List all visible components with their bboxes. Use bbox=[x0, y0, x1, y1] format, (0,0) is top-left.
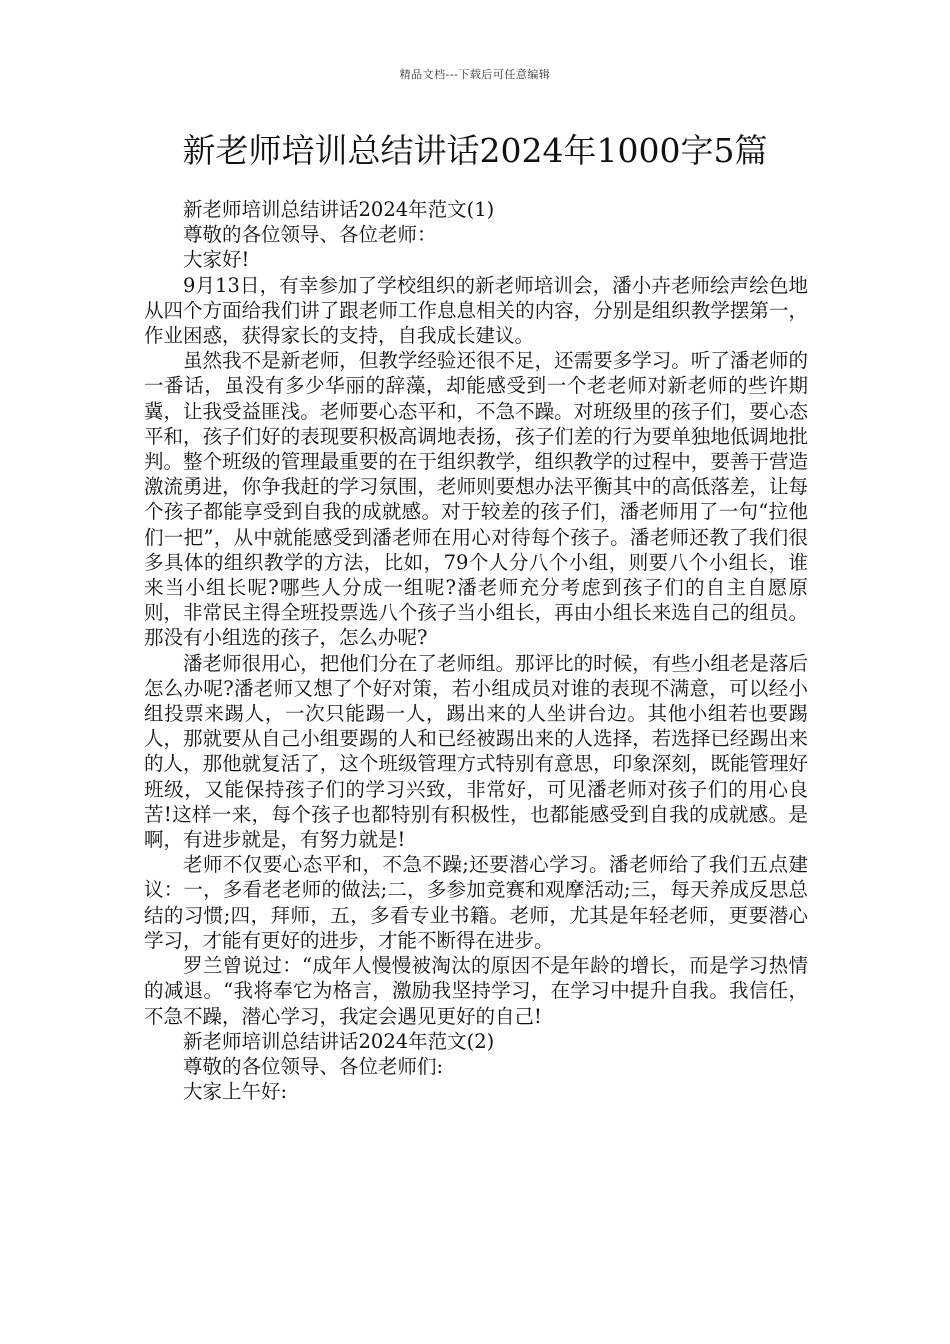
document-body bbox=[144, 197, 808, 1104]
salutation: 尊敬的各位领导、各位老师： bbox=[183, 223, 437, 247]
body-paragraph: 虽然我不是新老师，但教学经验还很不足，还需要多学习。听了潘老师的一番话，虽没有多少华丽的辞藻，却能感受到一个老老师对新老师的些许期冀，让我受益匪浅。老师要心态平和，不急不躁。对班级里的孩子们，要心态平和，孩子们好的表现要积极高调地表扬，孩子们差的行为要单独地低调地批判。整个班级的管理最重要的在于组织教学，组织教学的过程中，要善于营造激流勇进，你争我赶的学习氛围，老师则要想办法平衡其中的高低落差，让每个孩子都能享受到自我的成就感。对于较差的孩子们，潘老师用了一句“拉他们一把”，从中就能感受到潘老师在用心对待每个孩子。潘老师还教了我们很多具体的组织教学的方法，比如，79个人分八个小组，则要八个小组长，谁来当小组长呢?哪些人分成一组呢?潘老师充分考虑到孩子们的自主自愿原则，非常民主得全班投票选八个孩子当小组长，再由小组长来选自己的组员。那没有小组选的孩子，怎么办呢? bbox=[144, 349, 808, 650]
section-heading-1: 新老师培训总结讲话2024年范文(1) bbox=[183, 198, 495, 221]
greeting: 大家好! bbox=[183, 248, 250, 272]
body-paragraph: 9月13日，有幸参加了学校组织的新老师培训会，潘小卉老师绘声绘色地从四个方面给我们讲了跟老师工作息息相关的内容，分别是组织教学摆第一，作业困惑，获得家长的支持，自我成长建议。 bbox=[144, 273, 808, 348]
body-paragraph: 老师不仅要心态平和，不急不躁;还要潜心学习。潘老师给了我们五点建议：一，多看老老师的做法;二，多参加竞赛和观摩活动;三，每天养成反思总结的习惯;四，拜师，五，多看专业书籍。老师，尤其是年轻老师，更要潜心学习，才能有更好的进步，才能不断得在进步。 bbox=[144, 853, 808, 952]
greeting: 大家上午好: bbox=[183, 1080, 288, 1104]
body-paragraph: 潘老师很用心，把他们分在了老师组。那评比的时候，有些小组老是落后怎么办呢?潘老师又想了个好对策，若小组成员对谁的表现不满意，可以经小组投票来踢人，一次只能踢一人，踢出来的人坐讲台边。其他小组若也要踢人，那就要从自己小组要踢的人和已经被踢出来的人选择，若选择已经踢出来的人，那他就复活了，这个班级管理方式特别有意思，印象深刻，既能管理好班级，又能保持孩子们的学习兴致，非常好，可见潘老师对孩子们的用心良苦!这样一来，每个孩子也都特别有积极性，也都能感受到自我的成就感。是啊，有进步就是，有努力就是! bbox=[144, 651, 808, 852]
salutation: 尊敬的各位领导、各位老师们: bbox=[183, 1054, 444, 1078]
body-paragraph: 罗兰曾说过：“成年人慢慢被淘汰的原因不是年龄的增长，而是学习热情的减退。“我将奉它为格言，激励我坚持学习，在学习中提升自我。我信任，不急不躁，潜心学习，我定会遇见更好的自己! bbox=[144, 954, 808, 1028]
section-heading-2: 新老师培训总结讲话2024年范文(2) bbox=[183, 1029, 495, 1053]
header-note: 精品文档---下载后可任意编辑 bbox=[399, 68, 551, 81]
document-title: 新老师培训总结讲话2024年1000字5篇 bbox=[182, 131, 768, 170]
